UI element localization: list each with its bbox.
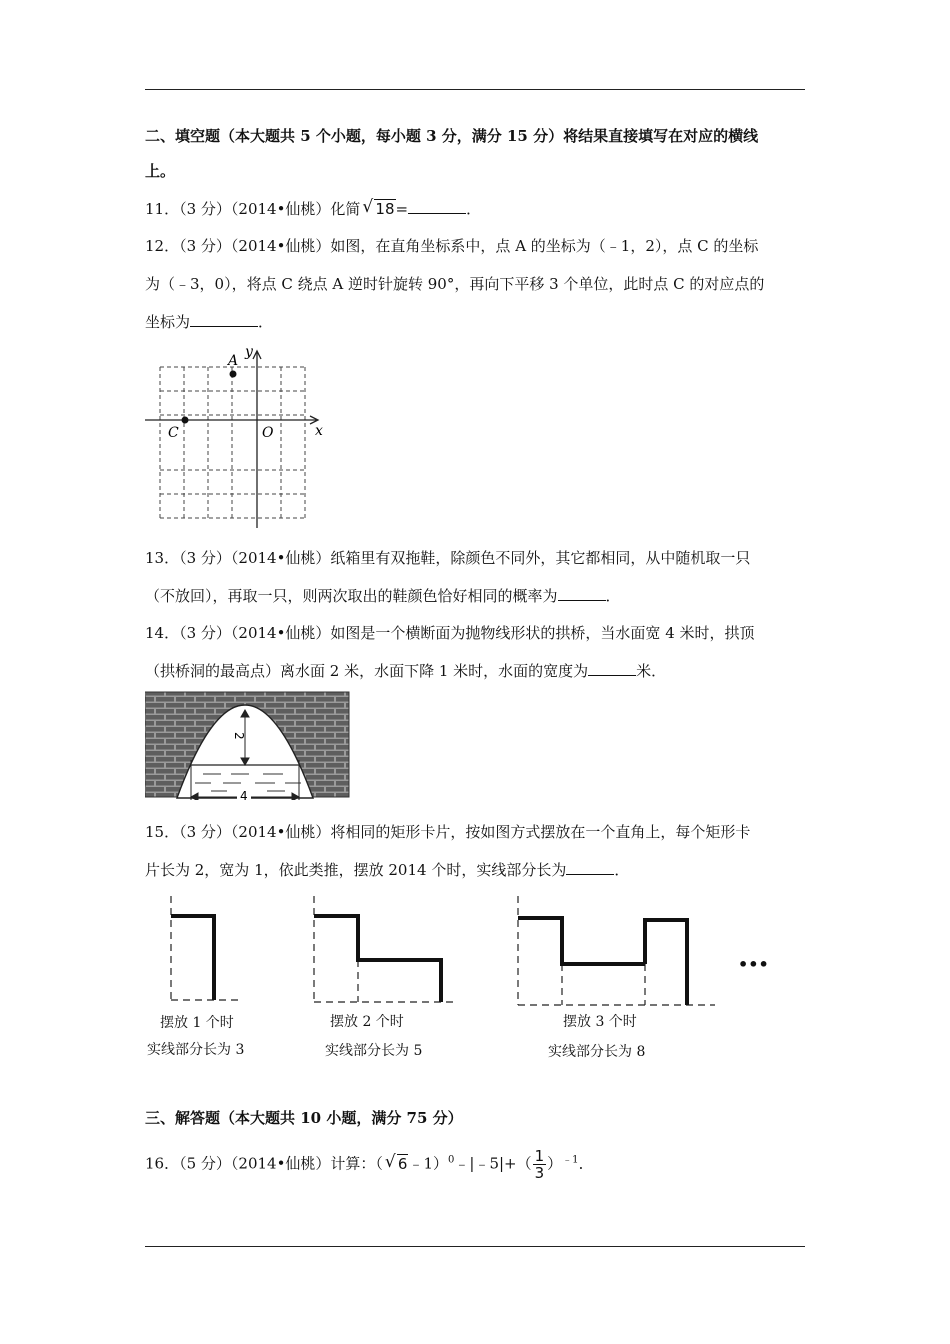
figure-3-caption-2: 实线部分长为 8	[548, 1044, 646, 1060]
q15-end: ．	[614, 861, 630, 879]
section-2-heading-cont: 上。	[145, 162, 176, 180]
question-12-line-2: 为（﹣3，0），将点 C 绕点 A 逆时针旋转 90°，再向下平移 3 个单位，此时点 C 的对应点的	[145, 275, 765, 293]
height-label: 2	[232, 732, 246, 740]
label-a: A	[228, 353, 239, 369]
question-11	[145, 199, 481, 219]
q15-answer-blank[interactable]	[566, 860, 614, 875]
question-15-line-2	[145, 860, 629, 880]
question-16	[145, 1148, 594, 1181]
question-14-line-2	[145, 661, 666, 681]
sqrt-6	[384, 1151, 409, 1174]
fraction-one-third	[533, 1148, 547, 1181]
question-14-line-1: 14．（3 分）（2014•仙桃）如图是一个横断面为抛物线形状的拱桥，当水面宽 4 米时，拱顶	[145, 624, 755, 642]
q14-end: 米．	[636, 662, 667, 680]
q16-exponent-neg1: ﹣1	[562, 1154, 579, 1166]
point-c	[182, 417, 189, 424]
q11-end: ．	[466, 200, 482, 218]
q15-card-figures	[140, 890, 780, 1065]
q15-line-2-text: 片长为 2，宽为 1，依此类推，摆放 2014 个时，实线部分长为	[145, 861, 567, 879]
fraction-numerator: 1	[534, 1147, 545, 1165]
top-rule	[145, 89, 805, 90]
section-2-heading: 二、填空题（本大题共 5 个小题，每小题 3 分，满分 15 分）将结果直接填写在对应的横线	[145, 127, 759, 145]
q14-arch-bridge-figure	[145, 690, 350, 800]
question-15-line-1: 15．（3 分）（2014•仙桃）将相同的矩形卡片，按如图方式摆放在一个直角上，每个矩形卡	[145, 823, 751, 841]
q12-line-3-text: 坐标为	[145, 313, 191, 331]
q11-equals: =	[395, 200, 409, 218]
figure-2-caption-2: 实线部分长为 5	[325, 1043, 423, 1059]
q11-answer-blank[interactable]	[408, 199, 466, 214]
question-12-line-3	[145, 312, 273, 332]
question-12-line-1: 12．（3 分）（2014•仙桃）如图，在直角坐标系中，点 A 的坐标为（﹣1，2），点 C 的坐标	[145, 237, 759, 255]
q11-radicand: 18	[375, 200, 395, 218]
q13-line-2-text: （不放回），再取一只，则两次取出的鞋颜色恰好相同的概率为	[145, 587, 558, 605]
fraction-denominator: 3	[534, 1164, 545, 1182]
radical-sign-icon: √	[362, 197, 374, 217]
label-c: C	[168, 425, 179, 441]
q14-line-2-text: （拱桥洞的最高点）离水面 2 米，水面下降 1 米时，水面的宽度为	[145, 662, 589, 680]
q12-grid	[160, 367, 305, 518]
q16-exponent-0: 0	[448, 1154, 455, 1166]
label-x: x	[315, 423, 323, 439]
radical-sign-icon: √	[384, 1151, 396, 1172]
q12-answer-blank[interactable]	[190, 312, 258, 327]
q14-answer-blank[interactable]	[588, 661, 636, 676]
label-y: y	[245, 344, 253, 360]
q12-end: ．	[258, 313, 274, 331]
width-label: 4	[240, 789, 248, 800]
figure-1-caption-2: 实线部分长为 3	[147, 1042, 245, 1058]
figure-2-caption-1: 摆放 2 个时	[330, 1014, 404, 1030]
q13-answer-blank[interactable]	[558, 586, 606, 601]
card-figure-2	[314, 896, 458, 1059]
figure-1-caption-1: 摆放 1 个时	[160, 1015, 234, 1031]
q16-prefix: 16．（5 分）（2014•仙桃）计算：（	[145, 1154, 383, 1173]
question-13-line-1: 13．（3 分）（2014•仙桃）纸箱里有双拖鞋，除颜色不同外，其它都相同，从中随机取一只	[145, 549, 751, 567]
card-figure-3	[518, 896, 715, 1060]
bottom-rule	[145, 1246, 805, 1247]
q12-coordinate-figure	[140, 340, 340, 530]
section-3-heading: 三、解答题（本大题共 10 小题，满分 75 分）	[145, 1109, 463, 1127]
q13-end: ．	[605, 587, 621, 605]
card-figure-1	[147, 896, 244, 1058]
q16-close: ）	[547, 1154, 563, 1173]
question-13-line-2	[145, 586, 621, 606]
sqrt-18	[362, 199, 395, 219]
q11-prefix: 11．（3 分）（2014•仙桃）化简	[145, 200, 361, 218]
label-o: O	[262, 425, 274, 441]
q16-mid: ﹣1）	[408, 1154, 449, 1173]
q16-end: ．	[578, 1154, 594, 1173]
q16-radicand: 6	[397, 1154, 408, 1173]
point-a	[230, 371, 237, 378]
ellipsis: •••	[738, 955, 769, 974]
figure-3-caption-1: 摆放 3 个时	[563, 1014, 637, 1030]
q16-mid2: ﹣|﹣5|+（	[454, 1154, 532, 1173]
